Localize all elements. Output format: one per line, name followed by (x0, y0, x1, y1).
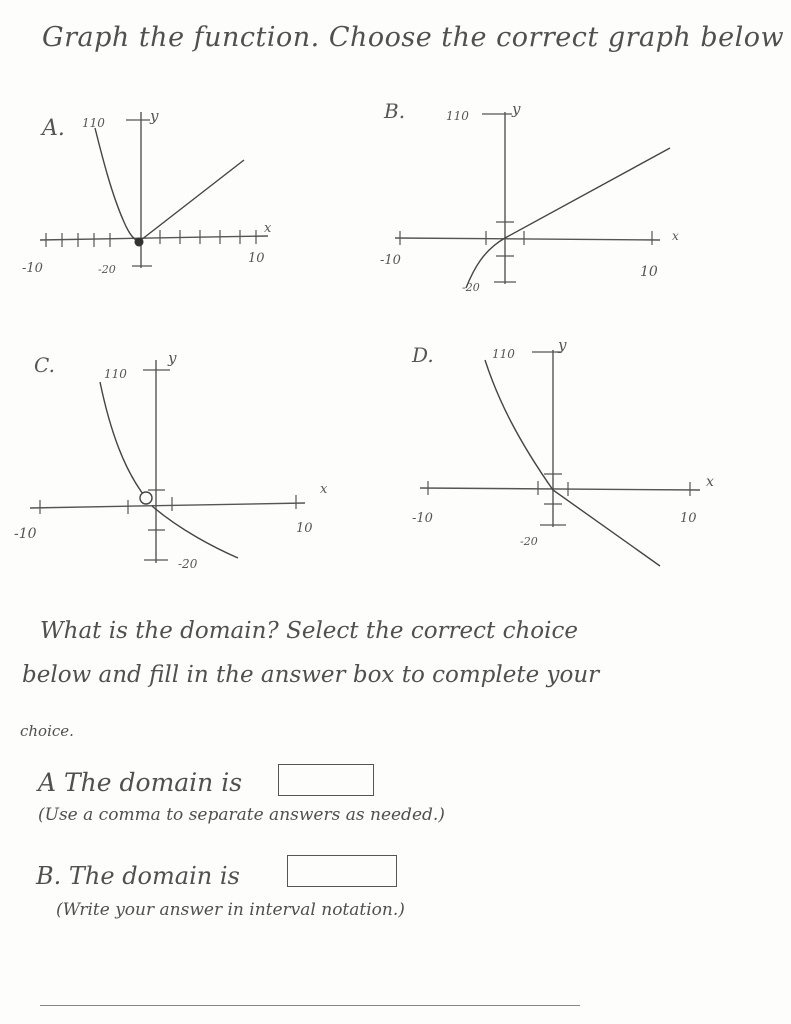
y-bottom-label: -20 (98, 263, 116, 276)
x-right-label: 10 (248, 251, 265, 266)
x-axis (30, 503, 305, 508)
x-axis (40, 236, 268, 240)
question-line-3: choice. (20, 722, 74, 740)
option-a-answer-box[interactable] (278, 764, 374, 796)
curve-left (95, 128, 141, 241)
graph-label: C. (34, 353, 55, 377)
graph-label: A. (42, 116, 65, 141)
option-b-label[interactable]: B. The domain is (36, 862, 240, 890)
x-left-label: -10 (14, 526, 37, 542)
y-top-label: 110 (446, 109, 469, 123)
graph-label: D. (412, 343, 434, 367)
curve-right (141, 160, 244, 240)
question-line-1: What is the domain? Select the correct choice (40, 618, 578, 644)
question-line-2: below and fill in the answer box to complete your (22, 662, 600, 688)
y-top-label: 110 (82, 116, 105, 130)
x-left-label: -10 (380, 253, 401, 268)
y-bottom-label: -20 (520, 535, 538, 548)
option-a-note: (Use a comma to separate answers as needed.) (38, 805, 445, 825)
graph-c[interactable] (14, 349, 328, 571)
y-bottom-label: -20 (462, 281, 480, 294)
curve (485, 360, 660, 566)
x-axis-label: x (672, 229, 679, 243)
x-axis-label: x (320, 482, 328, 497)
y-axis-label: y (512, 100, 521, 118)
y-axis-label: y (150, 107, 159, 125)
graph-label: B. (384, 99, 406, 123)
x-right-label: 10 (680, 511, 697, 526)
x-right-label: 10 (640, 264, 658, 280)
option-b-answer-box[interactable] (287, 855, 397, 887)
graph-d[interactable] (411, 336, 714, 566)
curve-right (152, 506, 238, 558)
graph-b[interactable] (380, 99, 679, 294)
option-a-label[interactable]: A The domain is (38, 768, 243, 797)
page-title: Graph the function. Choose the correct graph below (42, 22, 785, 53)
x-axis (420, 488, 700, 490)
y-axis-label: y (168, 349, 177, 367)
y-top-label: 110 (492, 347, 515, 361)
option-b-note: (Write your answer in interval notation.) (56, 900, 405, 920)
graph-a[interactable] (22, 107, 272, 276)
y-bottom-label: -20 (178, 557, 198, 571)
open-dot (140, 492, 152, 504)
x-axis (395, 238, 660, 240)
page-bottom-rule (40, 1005, 580, 1006)
y-axis-label: y (558, 336, 567, 354)
x-axis-label: x (264, 221, 272, 236)
curve-left (100, 382, 146, 498)
x-left-label: -10 (22, 261, 43, 276)
x-axis-label: x (706, 474, 714, 490)
x-right-label: 10 (296, 521, 313, 536)
x-left-label: -10 (412, 511, 433, 526)
y-top-label: 110 (104, 367, 127, 381)
closed-dot (135, 238, 144, 247)
